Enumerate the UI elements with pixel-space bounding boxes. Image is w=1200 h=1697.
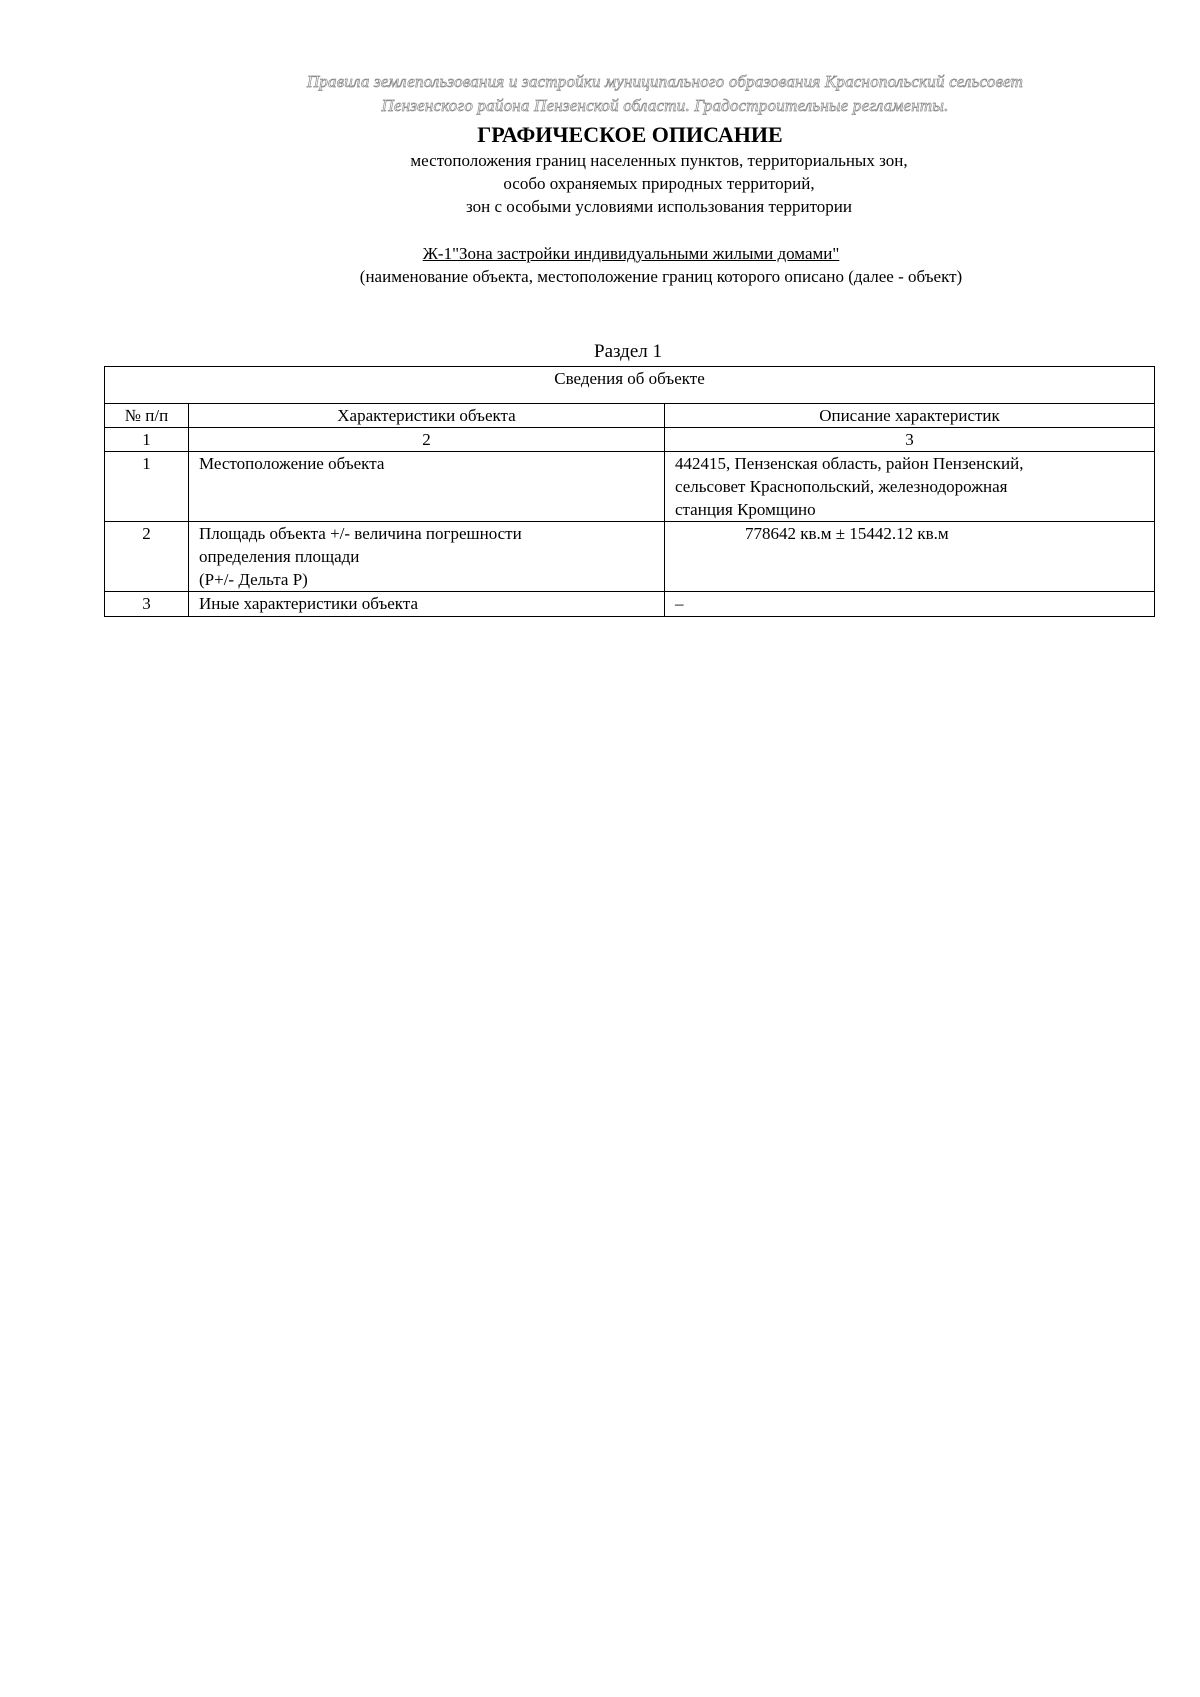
subtitle-line-1: местоположения границ населенных пунктов, территориальных зон, [410, 151, 908, 170]
column-header-description: Описание характеристик [665, 404, 1155, 428]
document-header-line-1: Правила землепользования и застройки муниципального образования Краснопольский сельсовет [306, 72, 1024, 91]
row-characteristic: Иные характеристики объекта [189, 592, 665, 617]
subtitle-line-3: зон с особыми условиями использования территории [466, 197, 852, 216]
object-name [0, 242, 1200, 265]
object-caption: (наименование объекта, местоположение границ которого описано (далее - объект) [359, 267, 963, 286]
row-description [665, 522, 1155, 592]
table-row [105, 522, 1155, 592]
description-line: 442415, Пензенская область, район Пензенский, [675, 454, 1024, 473]
object-info-table [104, 366, 1155, 617]
row-number: 3 [105, 592, 189, 617]
description-line: станция Кромщино [675, 500, 816, 519]
column-number-2: 2 [189, 428, 665, 452]
table-row [105, 592, 1155, 617]
area-value: 778642 кв.м ± 15442.12 кв.м [745, 524, 949, 543]
table-caption: Сведения об объекте [105, 367, 1155, 404]
row-characteristic [189, 522, 665, 592]
document-title: ГРАФИЧЕСКОЕ ОПИСАНИЕ [477, 122, 783, 147]
characteristic-line: (Р+/- Дельта Р) [199, 570, 308, 589]
row-number: 2 [105, 522, 189, 592]
row-characteristic: Местоположение объекта [189, 452, 665, 522]
subtitle-line-2: особо охраняемых природных территорий, [503, 174, 815, 193]
characteristic-line: определения площади [199, 547, 360, 566]
object-name-text: Ж-1"Зона застройки индивидуальными жилыми домами" [422, 244, 840, 263]
table-header-row [105, 404, 1155, 428]
row-description [665, 452, 1155, 522]
characteristic-line: Площадь объекта +/- величина погрешности [199, 524, 522, 543]
column-header-characteristic: Характеристики объекта [189, 404, 665, 428]
section-title: Раздел 1 [594, 341, 662, 362]
table-row [105, 452, 1155, 522]
table-caption-row [105, 367, 1155, 404]
row-number: 1 [105, 452, 189, 522]
column-number-3: 3 [665, 428, 1155, 452]
row-description: – [665, 592, 1155, 617]
column-header-num: № п/п [105, 404, 189, 428]
document-header-line-2: Пензенского района Пензенской области. Градостроительные регламенты. [381, 96, 949, 115]
column-number-1: 1 [105, 428, 189, 452]
description-line: сельсовет Краснопольский, железнодорожная [675, 477, 1008, 496]
table-column-number-row [105, 428, 1155, 452]
